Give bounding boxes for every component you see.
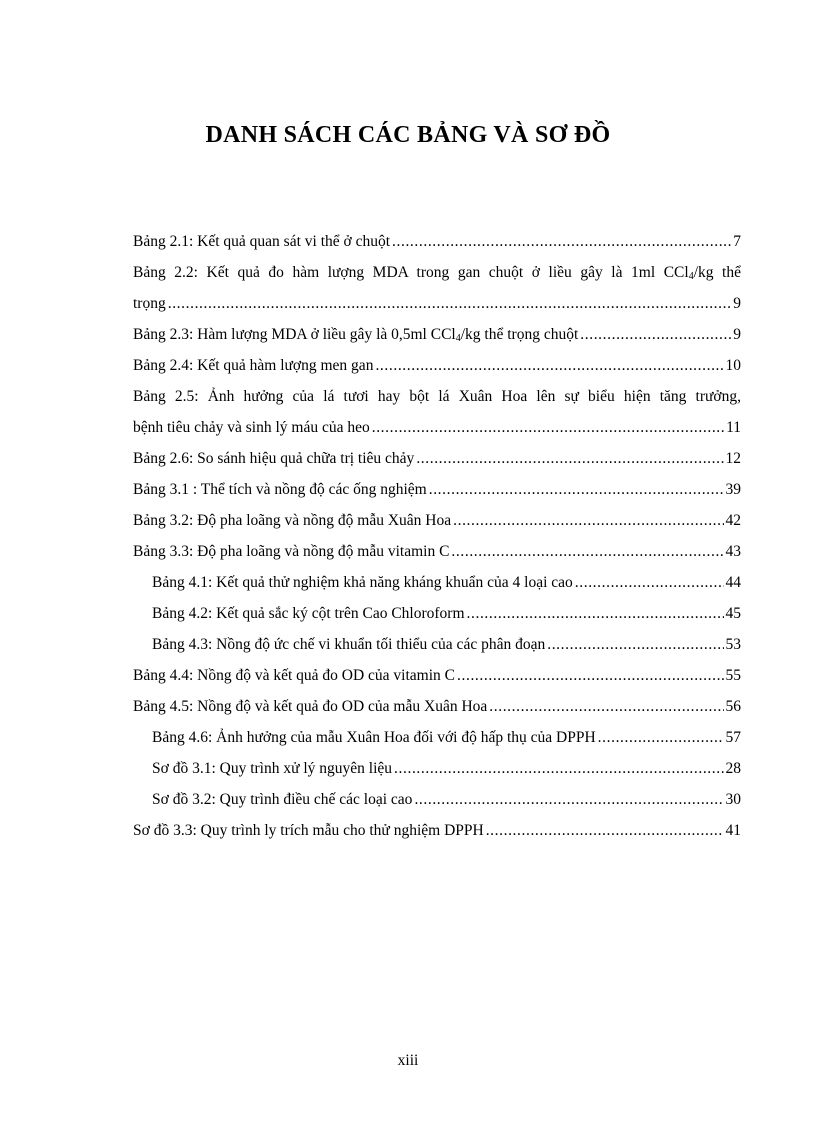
toc-entry-page: 53: [725, 636, 741, 653]
dot-leader: [580, 319, 731, 350]
page-title: DANH SÁCH CÁC BẢNG VÀ SƠ ĐỒ: [205, 122, 611, 148]
toc-entry-bang-3-2[interactable]: [133, 505, 741, 536]
dot-leader: [489, 691, 723, 722]
dot-leader: [453, 505, 723, 536]
toc-entry-page: 41: [725, 822, 741, 839]
toc-entry-label: Bảng 4.5: Nồng độ và kết quả đo OD của mẫu Xuân Hoa: [133, 698, 488, 715]
toc-entry-page: 57: [725, 729, 741, 746]
toc-entry-label: Bảng 4.1: Kết quả thử nghiệm khả năng kháng khuẩn của 4 loại cao: [152, 574, 573, 591]
dot-leader: [416, 443, 723, 474]
toc-entry-bang-2-5-line1[interactable]: [133, 381, 741, 412]
toc-entry-bang-4-5[interactable]: [133, 691, 741, 722]
toc-entry-label-part: /kg thể trọng chuột: [460, 326, 579, 343]
toc-entry-bang-4-3[interactable]: [133, 629, 741, 660]
toc-entry-bang-4-1[interactable]: [133, 567, 741, 598]
toc-entry-page: 55: [725, 667, 741, 684]
dot-leader: [168, 288, 732, 319]
toc-entry-label: Sơ đồ 3.3: Quy trình ly trích mẫu cho thử nghiệm DPPH: [133, 822, 484, 839]
toc-entry-label: Sơ đồ 3.2: Quy trình điều chế các loại cao: [152, 791, 413, 808]
toc-entry-so-do-3-3[interactable]: [133, 815, 741, 846]
toc-entry-page: 9: [733, 326, 741, 343]
toc-entry-page: 9: [733, 295, 741, 312]
toc-entry-page: 7: [733, 233, 741, 250]
toc-entry-label-part: /kg thể: [693, 264, 741, 281]
toc-entry-page: 30: [725, 791, 741, 808]
dot-leader: [457, 660, 723, 691]
dot-leader: [486, 815, 724, 846]
page-number: xiii: [397, 1052, 419, 1069]
toc-entry-label: Bảng 3.1 : Thể tích và nồng độ các ống nghiệm: [133, 481, 427, 498]
toc-entry-bang-3-3[interactable]: [133, 536, 741, 567]
toc-entry-bang-4-2[interactable]: [133, 598, 741, 629]
dot-leader: [372, 412, 724, 443]
toc-entry-page: 39: [725, 481, 741, 498]
dot-leader: [598, 722, 724, 753]
table-of-contents: [133, 226, 741, 846]
toc-entry-page: 45: [725, 605, 741, 622]
toc-entry-label: trọng: [133, 295, 166, 312]
dot-leader: [375, 350, 723, 381]
toc-entry-page: 42: [725, 512, 741, 529]
toc-entry-bang-3-1[interactable]: [133, 474, 741, 505]
subscript: 4: [688, 271, 694, 282]
toc-entry-page: 11: [726, 419, 741, 436]
toc-entry-page: 44: [725, 574, 741, 591]
toc-entry-page: 56: [725, 698, 741, 715]
toc-entry-label: Bảng 4.3: Nồng độ ức chế vi khuẩn tối thiểu của các phân đoạn: [152, 636, 546, 653]
toc-entry-label: Sơ đồ 3.1: Quy trình xử lý nguyên liệu: [152, 760, 393, 777]
toc-entry-bang-2-1[interactable]: [133, 226, 741, 257]
toc-entry-label-part: Bảng 2.3: Hàm lượng MDA ở liều gây là 0,5ml CCl: [133, 326, 456, 343]
toc-entry-bang-2-2-line1[interactable]: [133, 257, 741, 288]
toc-entry-page: 10: [725, 357, 741, 374]
toc-entry-page: 43: [725, 543, 741, 560]
dot-leader: [467, 598, 724, 629]
dot-leader: [414, 784, 723, 815]
toc-entry-bang-2-3[interactable]: [133, 319, 741, 350]
toc-entry-bang-4-4[interactable]: [133, 660, 741, 691]
toc-entry-page: 28: [725, 760, 741, 777]
toc-entry-label: Bảng 2.5: Ảnh hưởng của lá tươi hay bột lá Xuân Hoa lên sự biểu hiện tăng trưởng,: [133, 388, 741, 405]
dot-leader: [394, 753, 723, 784]
subscript: 4: [455, 333, 461, 344]
toc-entry-bang-2-2-line2[interactable]: [133, 288, 741, 319]
toc-entry-so-do-3-2[interactable]: [133, 784, 741, 815]
dot-leader: [575, 567, 724, 598]
toc-entry-label: [133, 319, 578, 350]
toc-entry-bang-2-4[interactable]: [133, 350, 741, 381]
toc-entry-label: bệnh tiêu chảy và sinh lý máu của heo: [133, 419, 370, 436]
toc-entry-label: Bảng 2.1: Kết quả quan sát vi thể ở chuột: [133, 233, 391, 250]
toc-entry-label: Bảng 4.6: Ảnh hưởng của mẫu Xuân Hoa đối với độ hấp thụ của DPPH: [152, 729, 596, 746]
toc-entry-label: Bảng 2.4: Kết quả hàm lượng men gan: [133, 357, 374, 374]
toc-entry-label: Bảng 4.4: Nồng độ và kết quả đo OD của vitamin C: [133, 667, 456, 684]
toc-entry-bang-2-6[interactable]: [133, 443, 741, 474]
dot-leader: [429, 474, 724, 505]
toc-entry-bang-2-5-line2[interactable]: [133, 412, 741, 443]
toc-entry-label: Bảng 3.3: Độ pha loãng và nồng độ mẫu vitamin C: [133, 543, 450, 560]
toc-entry-bang-4-6[interactable]: [133, 722, 741, 753]
toc-entry-so-do-3-1[interactable]: [133, 753, 741, 784]
toc-entry-page: 12: [725, 450, 741, 467]
dot-leader: [392, 226, 731, 257]
toc-entry-label: Bảng 4.2: Kết quả sắc ký cột trên Cao Chloroform: [152, 605, 465, 622]
dot-leader: [547, 629, 723, 660]
toc-entry-label: Bảng 3.2: Độ pha loãng và nồng độ mẫu Xuân Hoa: [133, 512, 452, 529]
toc-entry-label-part: Bảng 2.2: Kết quả đo hàm lượng MDA trong gan chuột ở liều gây là 1ml CCl: [133, 264, 689, 281]
toc-entry-label: Bảng 2.6: So sánh hiệu quả chữa trị tiêu chảy: [133, 450, 415, 467]
dot-leader: [451, 536, 723, 567]
